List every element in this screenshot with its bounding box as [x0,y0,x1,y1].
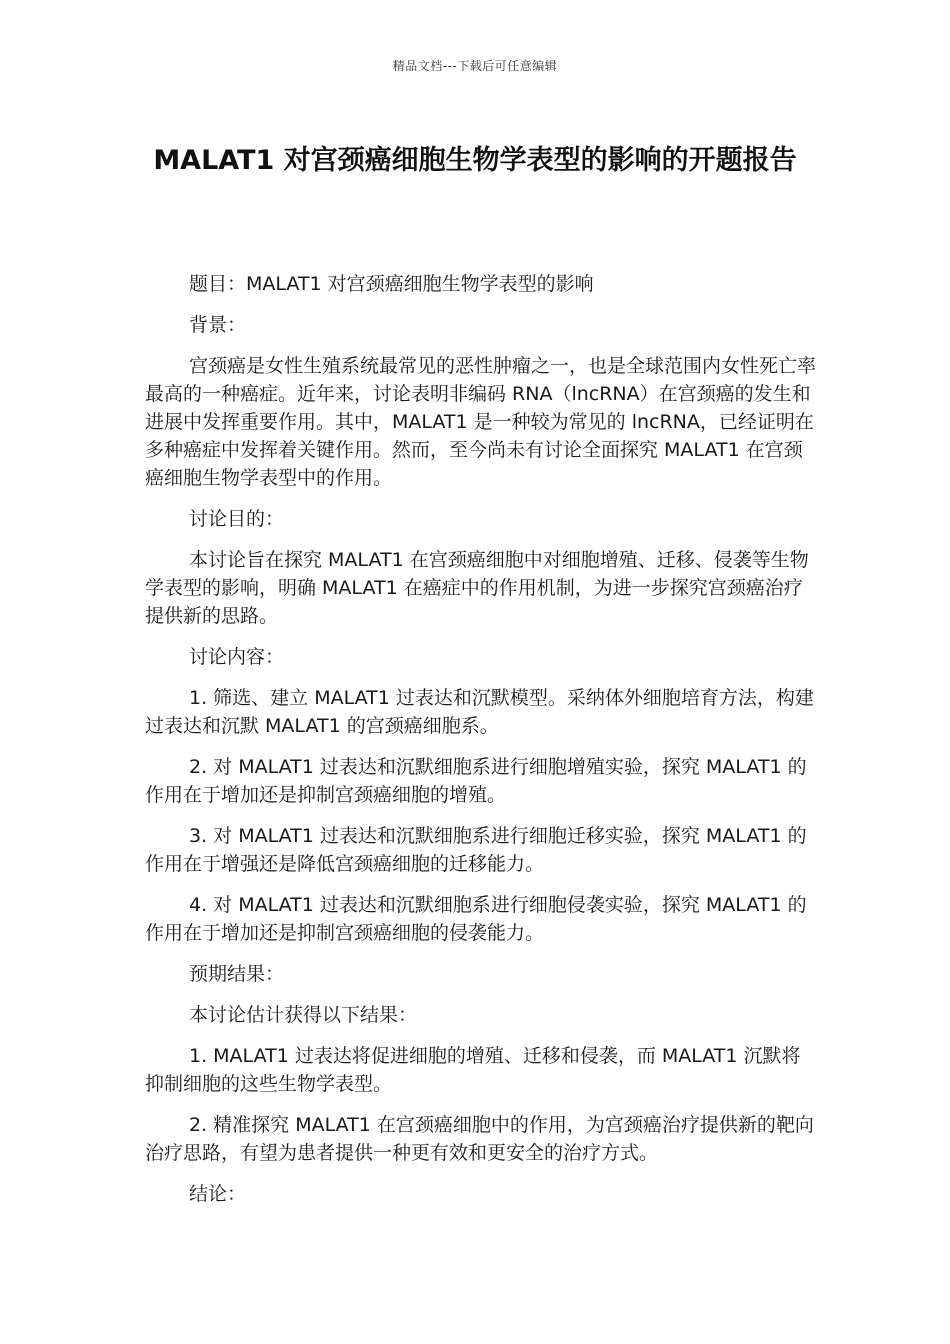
content-item-1: 1. 筛选、建立 MALAT1 过表达和沉默模型。采纳体外细胞培育方法，构建过表达和沉默 MALAT1 的宫颈癌细胞系。 [145,687,814,737]
content-item-4: 4. 对 MALAT1 过表达和沉默细胞系进行细胞侵袭实验，探究 MALAT1 的作用在于增加还是抑制宫颈癌细胞的侵袭能力。 [145,894,807,944]
topic-line: 题目：MALAT1 对宫颈癌细胞生物学表型的影响 [189,273,594,295]
content-item-2: 2. 对 MALAT1 过表达和沉默细胞系进行细胞增殖实验，探究 MALAT1 的作用在于增加还是抑制宫颈癌细胞的增殖。 [145,756,807,806]
document-title: MALAT1 对宫颈癌细胞生物学表型的影响的开题报告 [153,145,797,176]
expected-result-1: 1. MALAT1 过表达将促进细胞的增殖、迁移和侵袭，而 MALAT1 沉默将抑制细胞的这些生物学表型。 [145,1045,801,1095]
purpose-heading: 讨论目的： [189,508,285,530]
content-heading: 讨论内容： [189,646,285,668]
conclusion-heading: 结论： [189,1183,247,1205]
purpose-paragraph: 本讨论旨在探究 MALAT1 在宫颈癌细胞中对细胞增殖、迁移、侵袭等生物学表型的影响，明确 MALAT1 在癌症中的作用机制，为进一步探究宫颈癌治疗提供新的思路。 [145,549,809,627]
content-item-3: 3. 对 MALAT1 过表达和沉默细胞系进行细胞迁移实验，探究 MALAT1 的作用在于增强还是降低宫颈癌细胞的迁移能力。 [145,825,807,875]
background-paragraph: 宫颈癌是女性生殖系统最常见的恶性肿瘤之一，也是全球范围内女性死亡率最高的一种癌症。近年来，讨论表明非编码 RNA（lncRNA）在宫颈癌的发生和进展中发挥重要作用。其中，MALAT1 是一种较为常见的 lncRNA，已经证明在多种癌症中发挥着关键作用。然而，至今尚未有讨论全面探究 MALAT1 在宫颈癌细胞生物学表型中的作用。 [145,355,817,489]
expected-result-2: 2. 精准探究 MALAT1 在宫颈癌细胞中的作用，为宫颈癌治疗提供新的靶向治疗思路，有望为患者提供一种更有效和更安全的治疗方式。 [145,1114,814,1164]
background-heading: 背景： [189,314,247,336]
expected-results-heading: 预期结果： [189,963,285,985]
expected-results-intro: 本讨论估计获得以下结果： [189,1004,418,1026]
header-note: 精品文档---下载后可任意编辑 [392,59,558,73]
document-body [145,270,817,1221]
